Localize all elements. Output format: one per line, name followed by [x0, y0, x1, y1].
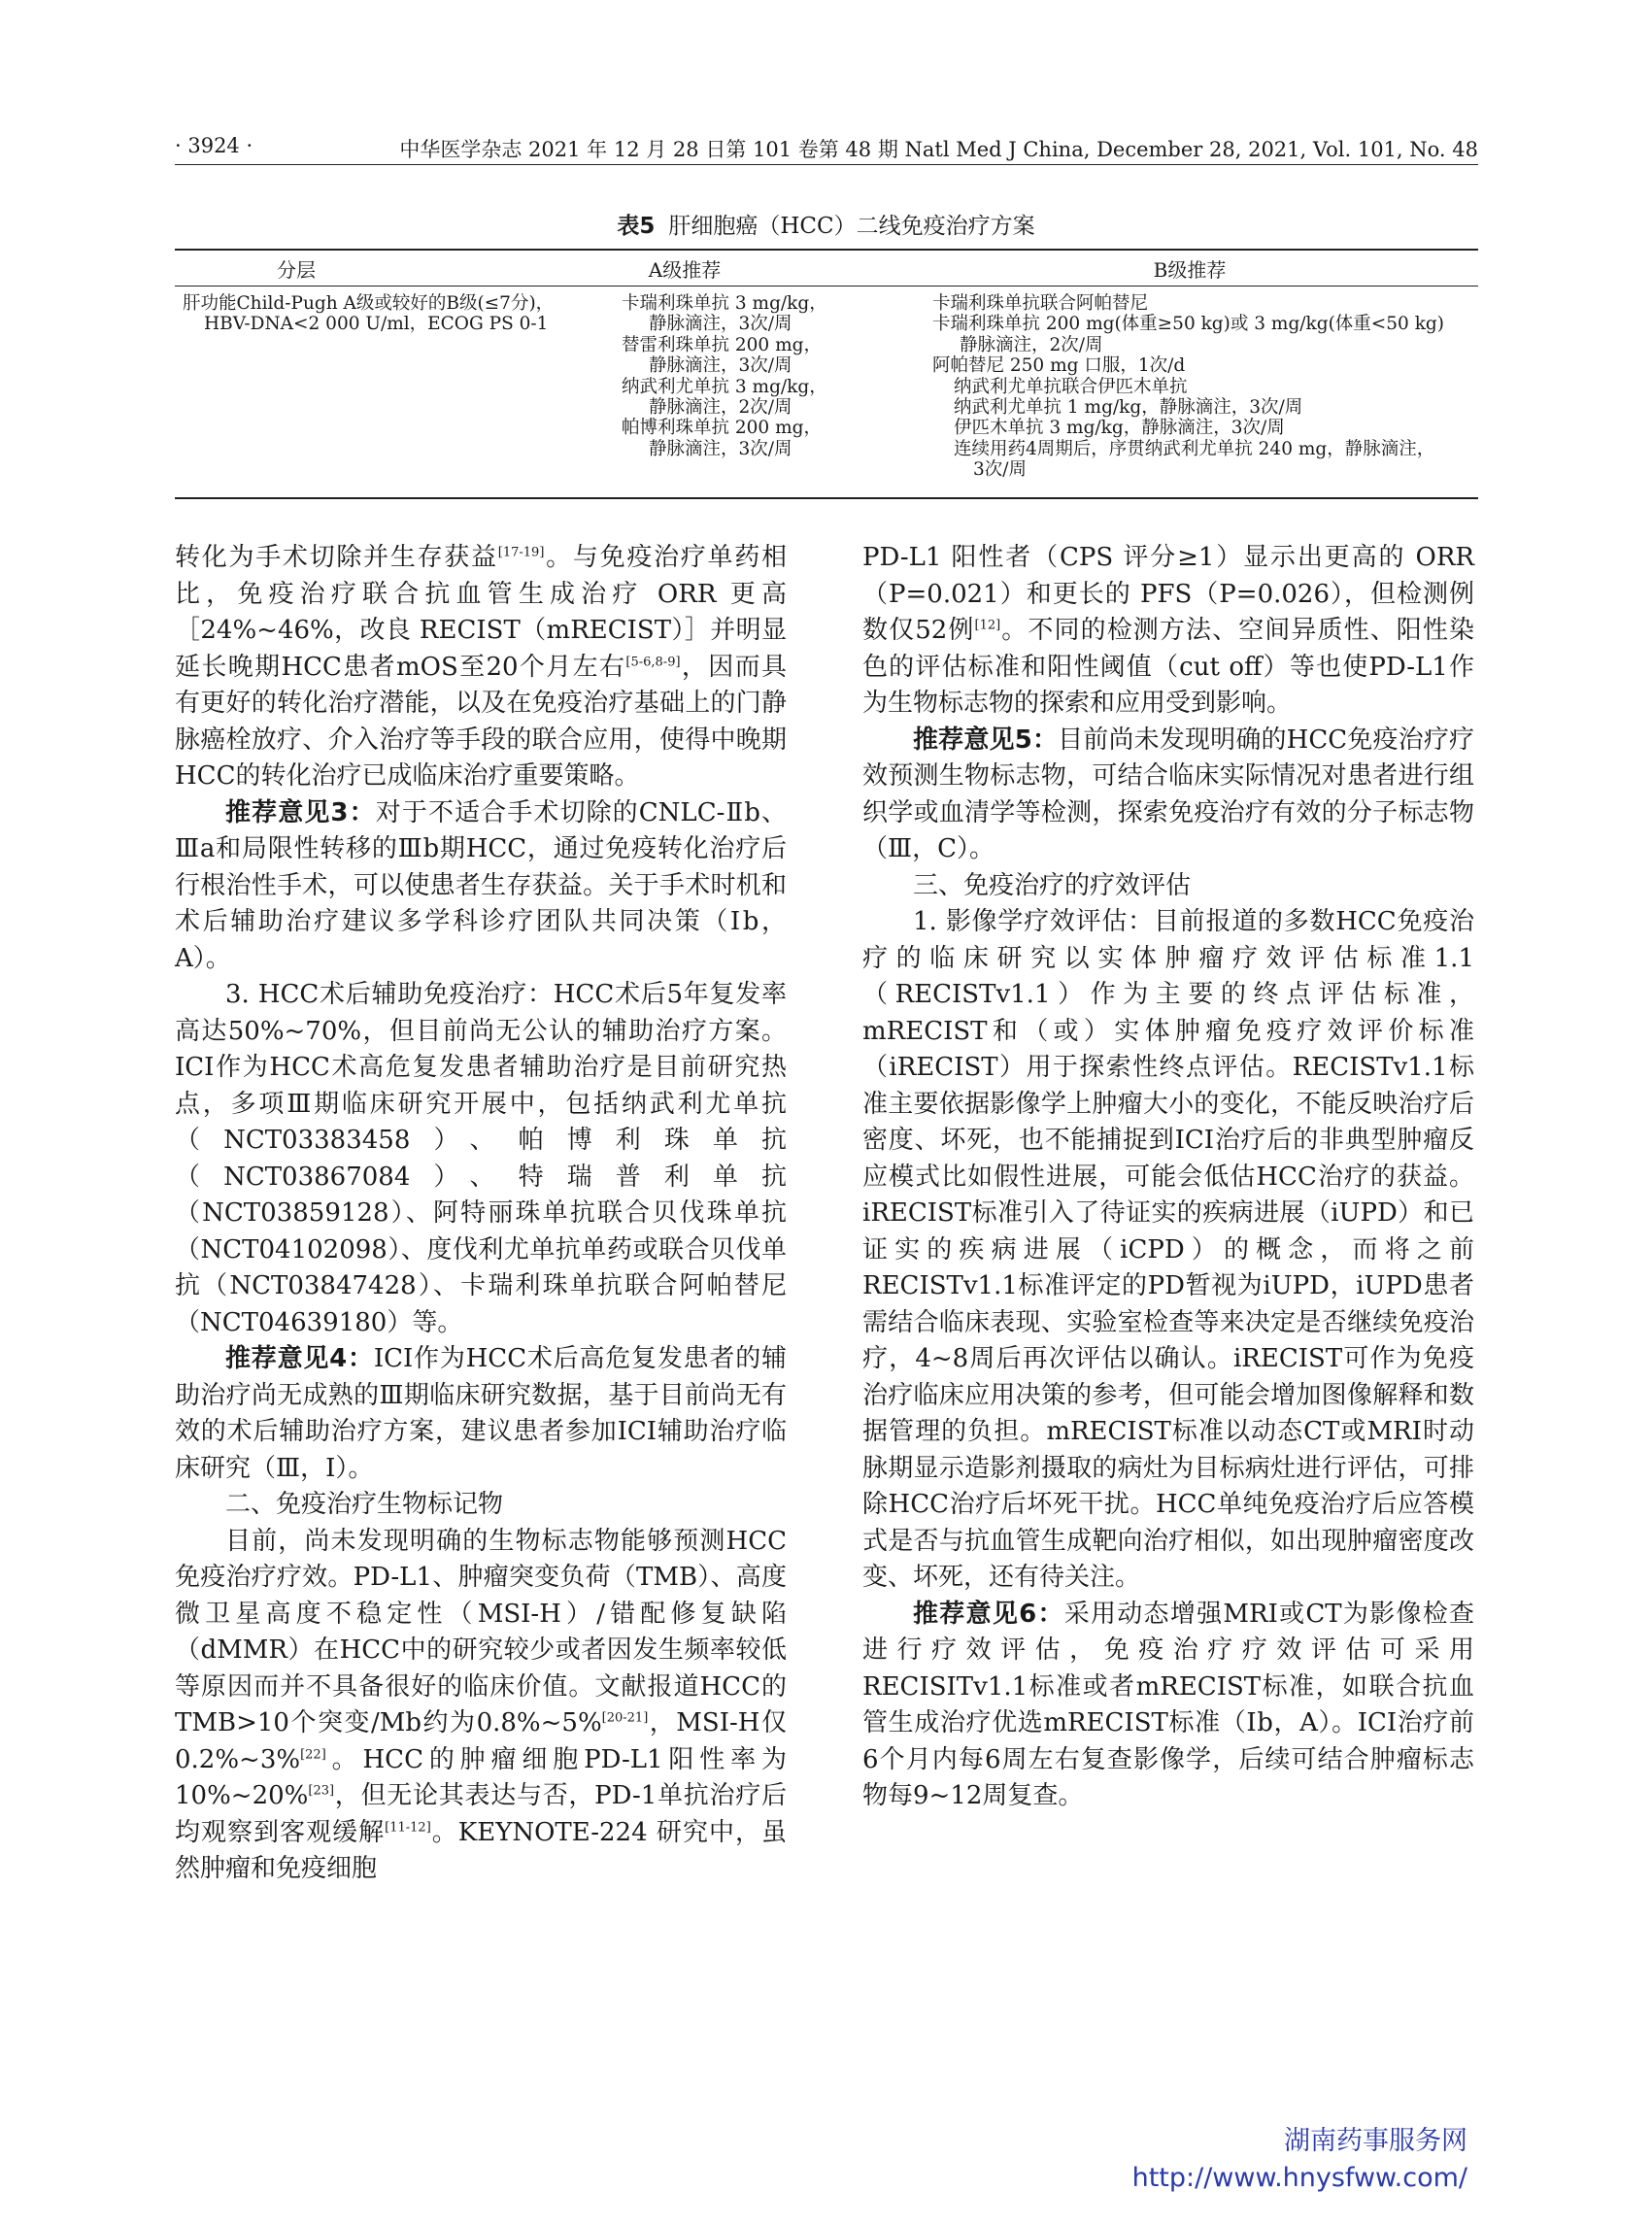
table-title: 肝细胞癌（HCC）二线免疫治疗方案 — [668, 214, 1035, 239]
a-detail: 静脉滴注，2次/周 — [649, 397, 792, 419]
b-line: 连续用药4周期后，序贯纳武利尤单抗 240 mg，静脉滴注， — [954, 438, 1435, 459]
a-drug: 纳武利尤单抗 3 mg/kg， — [622, 376, 827, 397]
stratum-line: 肝功能Child-Pugh A级或较好的B级(≤7分)， — [183, 293, 555, 314]
header-rule — [175, 164, 1478, 165]
journal-info: 中华医学杂志 2021 年 12 月 28 日第 101 卷第 48 期 Natl Med J China, December 28, 2021, Vol. 101, No. 48 — [399, 138, 1478, 161]
table-header-a: A级推荐 — [648, 258, 722, 282]
a-detail: 静脉滴注，3次/周 — [649, 314, 792, 335]
a-detail: 静脉滴注，3次/周 — [649, 355, 792, 377]
watermark-name: 湖南药事服务网 — [1284, 2126, 1467, 2156]
site-watermark — [1132, 2123, 1467, 2197]
recommendation-label: 推荐意见6： — [913, 1599, 1064, 1629]
right-column — [862, 540, 1474, 1815]
a-drug: 帕博利珠单抗 200 mg， — [622, 418, 822, 439]
citation: [17-19] — [497, 545, 545, 560]
b-line: 静脉滴注，2次/周 — [960, 334, 1103, 355]
b-line: 纳武利尤单抗联合伊匹木单抗 — [954, 376, 1188, 397]
recommendation-6: 推荐意见6：采用动态增强MRI或CT为影像检查进行疗效评估，免疫治疗疗效评估可采用RECISITv1.1标准或者mRECIST标准，如联合抗血管生成治疗优选mRECIST标准（Ⅰb，A）。ICI治疗前6个月内每6周左右复查影像学，后续可结合肿瘤标志物每9~12周复查。 — [862, 1599, 1474, 1810]
paragraph: 1. 影像学疗效评估：目前报道的多数HCC免疫治疗的临床研究以实体肿瘤疗效评估标准1.1（RECISTv1.1）作为主要的终点评估标准，mRECIST和（或）实体肿瘤免疫疗效评价标准（iRECIST）用于探索性终点评估。RECISTv1.1标准主要依据影像学上肿瘤大小的变化，不能反映治疗后密度、坏死，也不能捕捉到ICI治疗后的非典型肿瘤反应模式比如假性进展，可能会低估HCC治疗的获益。iRECIST标准引入了待证实的疾病进展（iUPD）和已证实的疾病进展（iCPD）的概念，而将之前RECISTv1.1标准评定的PD暂视为iUPD，iUPD患者需结合临床表现、实验室检查等来决定是否继续免疫治疗，4~8周后再次评估以确认。iRECIST可作为免疫治疗临床应用决策的参考，但可能会增加图像解释和数据管理的负担。mRECIST标准以动态CT或MRI时动脉期显示造影剂摄取的病灶为目标病灶进行评估，可排除HCC治疗后坏死干扰。HCC单纯免疫治疗后应答模式是否与抗血管生成靶向治疗相似，如出现肿瘤密度改变、坏死，还有待关注。 — [862, 907, 1474, 1592]
b-line: 卡瑞利珠单抗 200 mg(体重≥50 kg)或 3 mg/kg(体重<50 kg) — [932, 314, 1444, 335]
table-rule-top — [175, 249, 1478, 251]
table-rule-bottom — [175, 497, 1478, 499]
citation: [23] — [308, 1783, 335, 1799]
section-heading: 二、免疫治疗生物标记物 — [225, 1490, 504, 1519]
page-number: · 3924 · — [175, 134, 253, 157]
paragraph: 目前，尚未发现明确的生物标志物能够预测HCC免疫治疗疗效。PD-L1、肿瘤突变负荷（TMB）、高度微卫星高度不稳定性（MSI-H）/错配修复缺陷（dMMR）在HCC中的研究较少或者因发生频率较低等原因而并不具备很好的临床价值。文献报道HCC的TMB>10个突变/Mb约为0.8%~5%[20-21]，MSI-H仅0.2%~3%[22]。HCC的肿瘤细胞PD-L1阳性率为10%~20%[23]，但无论其表达与否，PD-1单抗治疗后均观察到客观缓解[11-12]。KEYNOTE-224 研究中，虽然肿瘤和免疫细胞 — [175, 1526, 787, 1883]
recommendation-label: 推荐意见4： — [225, 1344, 374, 1373]
citation: [20-21] — [601, 1710, 649, 1726]
recommendation-5: 推荐意见5：目前尚未发现明确的HCC免疫治疗疗效预测生物标志物，可结合临床实际情况对患者进行组织学或血清学等检测，探索免疫治疗有效的分子标志物（Ⅲ，C）。 — [862, 725, 1474, 863]
b-line: 纳武利尤单抗 1 mg/kg，静脉滴注，3次/周 — [954, 397, 1303, 419]
table-caption — [0, 208, 1652, 240]
recommendation-3: 推荐意见3：对于不适合手术切除的CNLC-Ⅱb、Ⅲa和局限性转移的Ⅲb期HCC，通过免疫转化治疗后行根治性手术，可以使患者生存获益。关于手术时机和术后辅助治疗建议多学科诊疗团队共同决策（Ⅰb，A）。 — [175, 797, 788, 973]
paragraph: 3. HCC术后辅助免疫治疗：HCC术后5年复发率高达50%~70%，但目前尚无公认的辅助治疗方案。ICI作为HCC术高危复发患者辅助治疗是目前研究热点，多项Ⅲ期临床研究开展中，包括纳武利尤单抗（NCT03383458）、帕博利珠单抗（NCT03867084）、特瑞普利单抗（NCT03859128）、阿特丽珠单抗联合贝伐珠单抗（NCT04102098）、度伐利尤单抗单药或联合贝伐单抗（NCT03847428）、卡瑞利珠单抗联合阿帕替尼（NCT04639180）等。 — [175, 980, 787, 1337]
paragraph: PD-L1 阳性者（CPS 评分≥1）显示出更高的 ORR（P=0.021）和更长的 PFS（P=0.026），但检测例数仅52例[12]。不同的检测方法、空间异质性、阳性染色的评估标准和阳性阈值（cut off）等也使PD-L1作为生物标志物的探索和应用受到影响。 — [862, 543, 1474, 718]
a-drug: 替雷利珠单抗 200 mg， — [622, 334, 822, 355]
paragraph: 转化为手术切除并生存获益[17-19]。与免疫治疗单药相比，免疫治疗联合抗血管生成治疗 ORR 更高［24%~46%，改良 RECIST（mRECIST）］并明显延长晚期HCC患者mOS至20个月左右[5-6,8-9]，因而具有更好的转化治疗潜能，以及在免疫治疗基础上的门静脉癌栓放疗、介入治疗等手段的联合应用，使得中晚期HCC的转化治疗已成临床治疗重要策略。 — [175, 543, 787, 791]
watermark-url[interactable]: http://www.hnysfww.com/ — [1131, 2163, 1467, 2193]
running-header — [175, 134, 1478, 163]
table-cell-a — [622, 293, 827, 459]
table-label: 表5 — [617, 214, 656, 239]
left-column — [175, 540, 787, 1888]
citation: [12] — [974, 618, 1001, 633]
table-header-stratum: 分层 — [277, 258, 316, 282]
section-heading: 三、免疫治疗的疗效评估 — [913, 870, 1192, 900]
recommendation-label: 推荐意见3： — [225, 797, 376, 827]
table-cell-stratum — [183, 293, 554, 335]
b-line: 卡瑞利珠单抗联合阿帕替尼 — [932, 293, 1149, 314]
table-cell-b — [932, 293, 1444, 481]
b-line: 阿帕替尼 250 mg 口服，1次/d — [932, 355, 1186, 377]
citation: [11-12] — [385, 1819, 431, 1835]
citation: [5-6,8-9] — [625, 654, 681, 669]
recommendation-label: 推荐意见5： — [913, 725, 1059, 755]
stratum-line: HBV-DNA<2 000 U/ml，ECOG PS 0-1 — [204, 314, 549, 335]
b-line: 3次/周 — [973, 459, 1028, 481]
a-drug: 卡瑞利珠单抗 3 mg/kg， — [622, 293, 827, 314]
a-detail: 静脉滴注，3次/周 — [649, 438, 792, 459]
citation: [22] — [300, 1746, 326, 1762]
b-line: 伊匹木单抗 3 mg/kg，静脉滴注，3次/周 — [954, 418, 1285, 439]
table-rule-mid — [175, 286, 1478, 287]
table-header-b: B级推荐 — [1153, 258, 1227, 282]
recommendation-4: 推荐意见4：ICI作为HCC术后高危复发患者的辅助治疗尚无成熟的Ⅲ期临床研究数据，基于目前尚无有效的术后辅助治疗方案，建议患者参加ICI辅助治疗临床研究（Ⅲ，I）。 — [175, 1344, 787, 1483]
